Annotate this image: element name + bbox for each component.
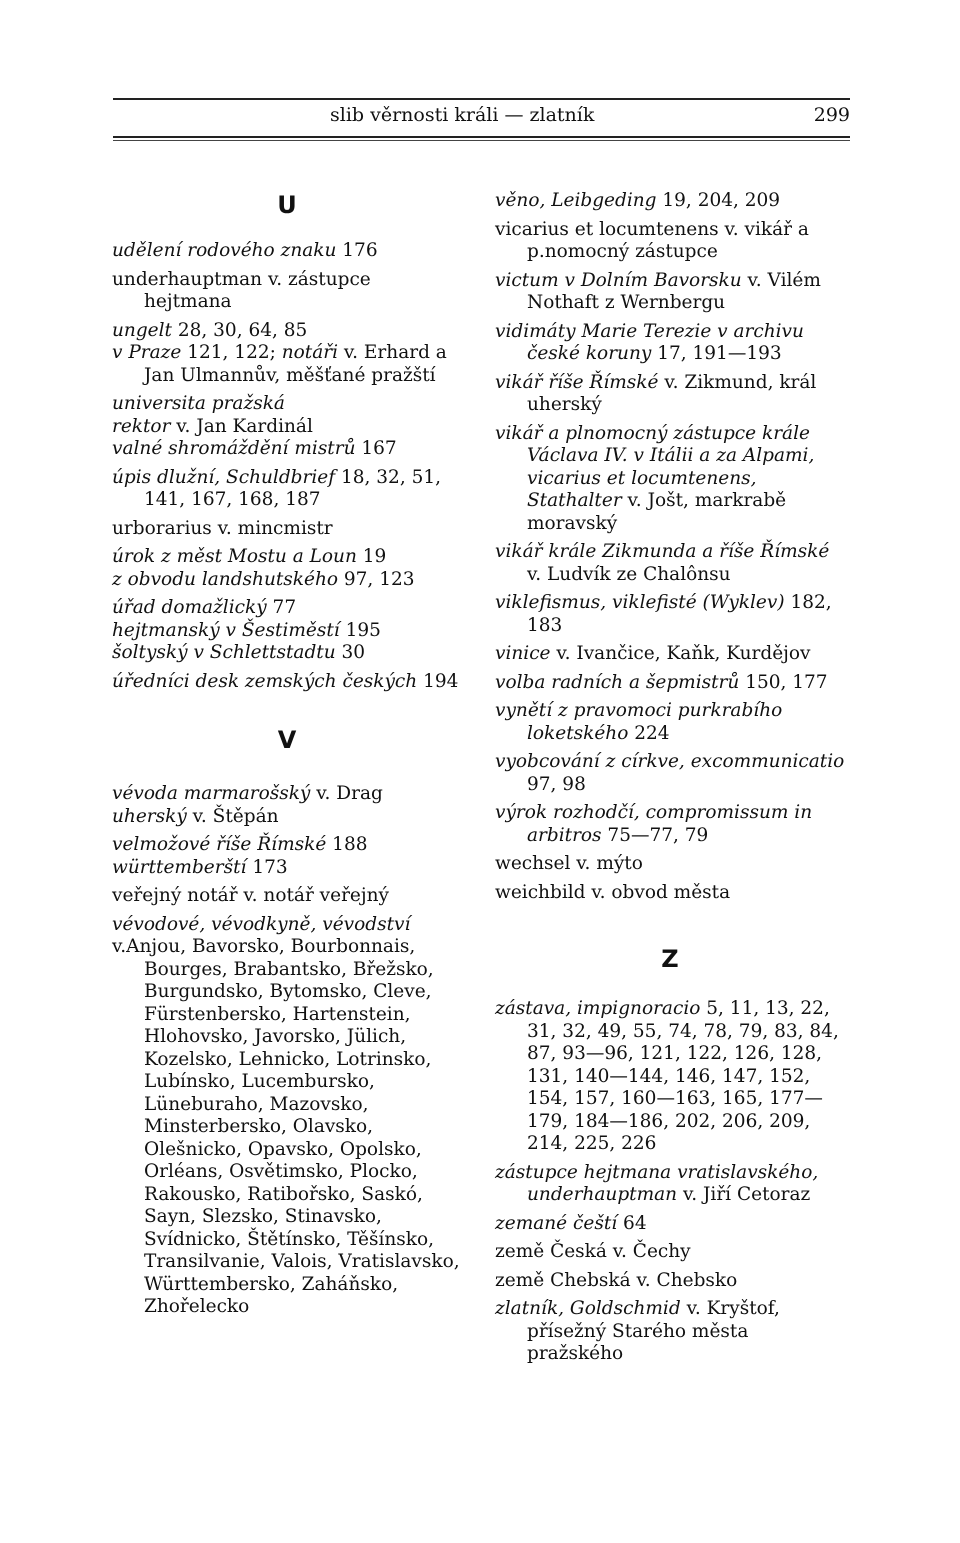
- index-entry: [495, 998, 845, 1156]
- subentry-headword: v Praze: [112, 342, 182, 363]
- section-letter-u: U: [277, 191, 297, 219]
- index-subentry: [112, 642, 462, 665]
- index-entry: [112, 546, 462, 591]
- index-entry: [112, 240, 462, 263]
- index-subentry: [112, 936, 462, 1319]
- entry-reference: v. Drag: [310, 783, 383, 804]
- entry-headword: viklefismus, viklefisté (Wyklev): [495, 592, 785, 613]
- entry-reference: 150, 177: [739, 671, 828, 693]
- entry-reference: 19, 204, 209: [656, 190, 781, 211]
- subentry-reference: 173: [246, 856, 288, 878]
- entry-headword: zástava, impignoracio: [495, 998, 701, 1019]
- entry-headword: úřad domažlický: [112, 597, 267, 618]
- entry-headword: universita pražská: [112, 393, 285, 414]
- entry-reference: urborarius v. mincmistr: [112, 517, 333, 539]
- entry-reference: 75—77, 79: [601, 824, 709, 846]
- entry-headword: vikář říše Římské: [495, 371, 659, 393]
- index-subentry: [112, 856, 462, 880]
- entry-reference: 97, 98: [527, 773, 586, 795]
- entry-headword: zemané čeští: [495, 1212, 618, 1234]
- index-entry: [112, 914, 462, 1319]
- entry-reference: v. Ivančice, Kaňk, Kurdějov: [550, 643, 811, 664]
- subentry-headword: z obvodu landshutského: [112, 568, 339, 590]
- subentry-reference: 97, 123: [338, 568, 415, 590]
- entry-reference: 28, 30, 64, 85: [171, 319, 308, 341]
- header-rule-bottom: [113, 136, 850, 138]
- entry-reference: veřejný notář v. notář veřejný: [112, 885, 389, 906]
- index-entry: [495, 672, 845, 695]
- entry-reference: weichbild v. obvod města: [495, 881, 731, 903]
- entry-reference: v. Jošt, markrabě moravský: [527, 490, 787, 534]
- subentry-reference: v. Štěpán: [186, 805, 279, 827]
- index-entry: [112, 783, 462, 828]
- index-subentry: [112, 415, 462, 439]
- entry-reference: 18, 32, 51, 141, 167, 168, 187: [144, 466, 441, 510]
- entry-headword: vikář krále Zikmunda a říše Římské: [495, 541, 830, 562]
- index-subentry: [112, 805, 462, 829]
- index-entry: [495, 751, 845, 796]
- entry-headword: volba radních a šepmistrů: [495, 671, 740, 693]
- index-entry: [495, 270, 845, 315]
- subentry-reference: 121, 122;: [181, 342, 282, 363]
- entry-reference: 188: [326, 834, 368, 855]
- entries-v-left: [112, 783, 462, 1319]
- subentry-reference: 30: [335, 642, 366, 663]
- running-head-title: slib věrnosti králi — zlatník: [330, 104, 595, 126]
- left-column: [112, 190, 462, 1325]
- index-subentry: [112, 438, 462, 461]
- entry-headword: vynětí z pravomoci purkrabího loketského: [495, 700, 783, 744]
- index-entry: [495, 541, 845, 586]
- subentry-headword: rektor: [112, 415, 171, 437]
- running-head: [113, 104, 850, 132]
- entry-reference: vicarius et locumtenens v. vikář a p.nomocný zástupce: [495, 218, 809, 262]
- entry-headword: vidimáty Marie Terezie v archivu české koruny: [495, 320, 804, 364]
- entries-v-right: [495, 190, 845, 904]
- subentry-headword: hejtmanský v Šestiměstí: [112, 619, 340, 641]
- entry-reference: země Česká v. Čechy: [495, 1241, 691, 1262]
- entry-reference: v. Kryštof, přísežný Starého města pražského: [527, 1298, 780, 1364]
- subentry-headword: uherský: [112, 805, 187, 827]
- entry-headword: úředníci desk zemských českých: [112, 670, 418, 692]
- section-letter-v: V: [277, 726, 297, 754]
- index-entry: [495, 643, 845, 666]
- index-entry: [495, 700, 845, 745]
- subentry-reference: 195: [339, 619, 381, 641]
- index-entry: [112, 269, 462, 314]
- entry-headword: vinice: [495, 643, 551, 664]
- index-entry: [495, 1298, 845, 1366]
- subentry-headword: šoltyský v Schlettstadtu: [112, 642, 336, 663]
- index-entry: [495, 592, 845, 637]
- section-letter-z: Z: [661, 945, 679, 973]
- entry-reference: 17, 191—193: [651, 343, 782, 364]
- entry-reference: v. Jiří Cetoraz: [677, 1184, 811, 1205]
- index-entry: [112, 518, 462, 541]
- entry-reference: 182, 183: [527, 592, 832, 636]
- entry-headword: vévoda marmarošský: [112, 783, 311, 804]
- index-entry: [112, 885, 462, 908]
- index-entry: [112, 597, 462, 665]
- entries-z: [495, 998, 845, 1366]
- entry-reference: 194: [417, 670, 459, 692]
- entry-headword: věno, Leibgeding: [495, 190, 657, 211]
- entry-headword: vikář a plnomocný zástupce krále Václava IV. v Itálii a za Alpami, vicarius et locumtenens, Stathalter: [495, 422, 815, 511]
- index-entry: [495, 882, 845, 905]
- subentry-reference: v. Erhard a Jan Ulmannův, měšťané pražští: [144, 342, 447, 386]
- index-subentry: [112, 568, 462, 592]
- subentry-reference: 167: [355, 438, 397, 459]
- index-entry: [112, 393, 462, 461]
- entry-reference: wechsel v. mýto: [495, 853, 643, 874]
- entry-reference: 77: [266, 597, 297, 618]
- entry-reference: 5, 11, 13, 22, 31, 32, 49, 55, 74, 78, 79, 83, 84, 87, 93—96, 121, 122, 126, 128, 131, 140—144, 146, 147, 152, 154, 157, 160—163, 165, 177—179, 184—186, 202, 206, 209, 214, 225, 226: [527, 998, 839, 1154]
- entry-reference: v. Vilém Nothaft z Wernbergu: [527, 269, 821, 313]
- subentry-headword: valné shromáždění mistrů: [112, 438, 356, 459]
- index-entry: [495, 321, 845, 366]
- entry-reference: v. Ludvík ze Chalônsu: [527, 563, 731, 585]
- index-entry: [112, 671, 462, 694]
- entry-reference: 176: [336, 240, 378, 261]
- entry-headword: úpis dlužní, Schuldbrief: [112, 466, 336, 488]
- entry-headword: úrok z měst Mostu a Loun: [112, 546, 357, 567]
- entry-headword: zlatník, Goldschmid: [495, 1298, 681, 1319]
- entry-headword: velmožové říše Římské: [112, 834, 327, 855]
- entry-headword: victum v Dolním Bavorsku: [495, 269, 742, 291]
- index-entry: [112, 320, 462, 388]
- header-rule-top: [113, 98, 850, 100]
- entry-headword: zástupce hejtmana vratislavského, underhauptman: [495, 1161, 819, 1205]
- index-entry: [495, 802, 845, 847]
- subentry-reference: v. Jan Kardinál: [170, 415, 313, 437]
- right-column: [495, 190, 845, 1372]
- entry-reference: 19: [356, 546, 387, 567]
- header-rule-bottom-thin: [113, 140, 850, 141]
- index-subentry: [112, 619, 462, 643]
- page-number: 299: [813, 104, 850, 126]
- index-entry: [112, 467, 462, 512]
- index-entry: [495, 1213, 845, 1236]
- index-entry: [495, 1241, 845, 1264]
- subentry-headword: notáři: [281, 342, 339, 363]
- index-entry: [495, 1162, 845, 1207]
- entry-reference: 224: [628, 722, 670, 744]
- index-entry: [112, 834, 462, 879]
- entry-reference: underhauptman v. zástupce hejtmana: [112, 268, 371, 312]
- index-entry: [495, 219, 845, 264]
- index-entry: [495, 853, 845, 876]
- index-entry: [495, 1270, 845, 1293]
- subentry-reference: v.Anjou, Bavorsko, Bourbonnais, Bourges, Brabantsko, Břežsko, Burgundsko, Bytomsko, Cleve, Fürstenbersko, Hartenstein, Hlohovsko, Javorsko, Jülich, Kozelsko, Lehnicko, Lotrinsko, Lubínsko, Lucembursko, Lüneburaho, Mazovsko, Minsterbersko, Olavsko, Olešnicko, Opavsko, Opolsko, Orléans, Osvětimsko, Plocko, Rakousko, Ratibořsko, Saskó, Sayn, Slezsko, Stinavsko, Svídnicko, Štětínsko, Těšínsko, Transilvanie, Valois, Vratislavsko, Württembersko, Zaháňsko, Zhořelecko: [112, 936, 460, 1317]
- entry-reference: 64: [617, 1212, 647, 1234]
- entry-reference: země Chebská v. Chebsko: [495, 1269, 738, 1291]
- entry-headword: udělení rodového znaku: [112, 240, 337, 261]
- entry-headword: ungelt: [112, 319, 172, 341]
- entry-reference: v. Zikmund, král uherský: [527, 371, 817, 415]
- subentry-headword: württemberští: [112, 856, 247, 878]
- index-entry: [495, 190, 845, 213]
- entry-headword: výrok rozhodčí, compromissum in arbitros: [495, 802, 813, 846]
- index-entry: [495, 372, 845, 417]
- entry-headword: vévodové, vévodkyně, vévodství: [112, 913, 411, 935]
- index-entry: [495, 423, 845, 536]
- entries-u: [112, 240, 462, 693]
- index-subentry: [112, 342, 462, 387]
- entry-headword: vyobcování z církve, excommunicatio: [495, 751, 845, 772]
